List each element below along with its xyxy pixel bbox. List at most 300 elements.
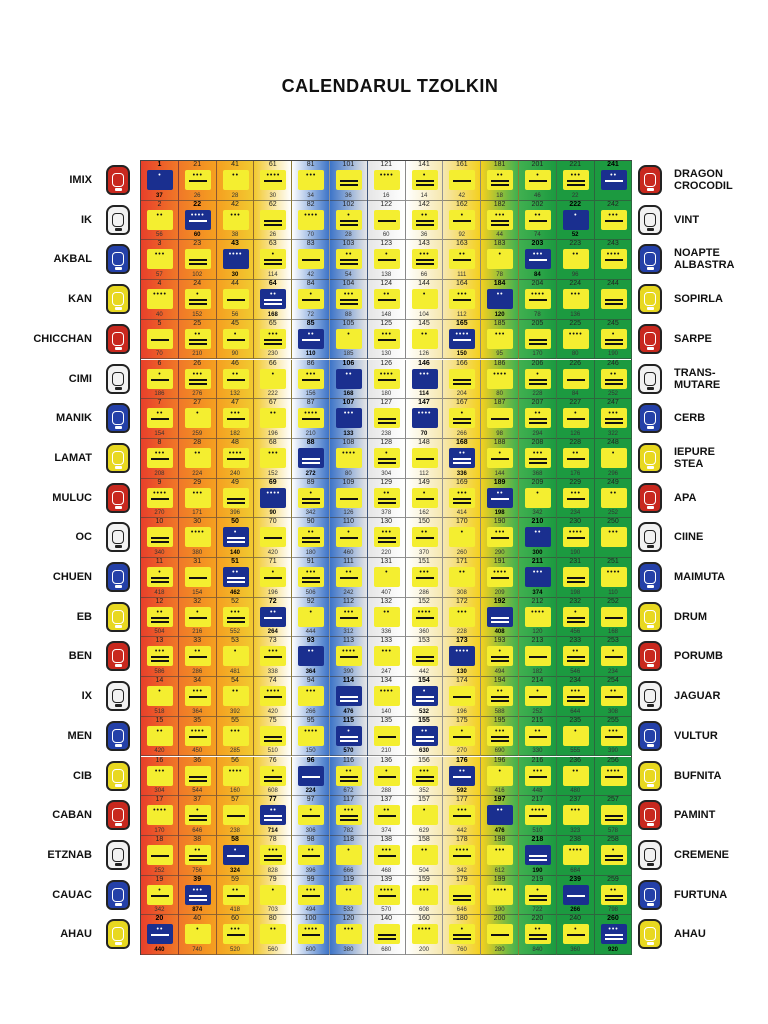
kin-number: 148 — [418, 438, 430, 446]
kin-number: 105 — [342, 319, 355, 327]
tone-glyph-icon: ••• — [185, 369, 211, 389]
tzolkin-day-cell — [141, 320, 179, 360]
tone-glyph-icon: ••• — [260, 329, 286, 349]
right-sign-label: PORUMB — [674, 650, 723, 663]
kin-number: 2 — [157, 200, 162, 208]
cell-footer-number: 252 — [607, 391, 618, 398]
tzolkin-day-cell — [254, 677, 292, 717]
tone-glyph-icon: • — [525, 488, 551, 508]
tzolkin-day-cell — [481, 439, 519, 479]
cell-footer-number: 592 — [456, 788, 467, 795]
cell-footer-number: 90 — [231, 351, 239, 358]
kin-number: 95 — [306, 716, 315, 724]
tone-glyph-icon — [260, 726, 286, 746]
kin-number: 151 — [418, 558, 430, 565]
cell-footer-number: 380 — [343, 946, 354, 953]
tone-glyph-icon: ••• — [563, 805, 589, 825]
kin-number: 87 — [306, 399, 315, 407]
tone-glyph-icon: ••• — [412, 766, 438, 786]
tone-glyph-icon: • — [336, 527, 362, 547]
maya-glyph-icon — [106, 721, 130, 751]
tone-glyph-icon: • — [449, 210, 475, 230]
tone-glyph-icon: •• — [449, 448, 475, 468]
kin-number: 18 — [155, 835, 164, 843]
tone-glyph-icon: ••• — [374, 329, 400, 349]
cell-footer-number: 111 — [457, 272, 467, 279]
tone-glyph-icon: • — [487, 646, 513, 666]
kin-number: 183 — [493, 240, 506, 248]
tone-glyph-icon — [223, 488, 249, 508]
tzolkin-grid — [140, 160, 632, 955]
cell-footer-number: 300 — [532, 549, 543, 556]
tzolkin-day-cell — [519, 836, 557, 876]
kin-number: 202 — [531, 200, 544, 208]
tzolkin-day-cell — [443, 240, 481, 280]
cell-footer-number: 110 — [608, 589, 618, 596]
tzolkin-day-cell — [481, 598, 519, 638]
kin-number: 239 — [569, 875, 582, 883]
tzolkin-day-cell — [595, 479, 633, 519]
tzolkin-day-cell — [595, 677, 633, 717]
cell-footer-number: 304 — [154, 788, 165, 795]
cell-footer-number: 546 — [570, 669, 581, 676]
tzolkin-day-cell — [330, 280, 368, 320]
left-sign-label: CHUEN — [52, 571, 92, 583]
kin-number: 211 — [531, 558, 544, 565]
cell-footer-number: 296 — [607, 470, 618, 477]
tone-glyph-icon: •••• — [185, 527, 211, 547]
tone-glyph-icon: •••• — [487, 369, 513, 389]
cell-footer-number: 740 — [192, 946, 203, 953]
tone-glyph-icon: • — [412, 170, 438, 190]
cell-footer-number: 570 — [343, 748, 354, 755]
cell-footer-number: 150 — [305, 748, 316, 755]
tzolkin-day-cell — [557, 876, 595, 916]
right-sign-label: SARPE — [674, 332, 712, 345]
tzolkin-day-cell — [141, 360, 179, 400]
tzolkin-day-cell — [179, 637, 217, 677]
tzolkin-day-cell — [141, 915, 179, 955]
tzolkin-day-cell — [368, 915, 406, 955]
kin-number: 218 — [531, 835, 544, 843]
cell-footer-number: 114 — [419, 391, 429, 398]
kin-number: 26 — [193, 359, 202, 367]
kin-number: 175 — [455, 716, 468, 724]
kin-number: 91 — [306, 558, 315, 565]
cell-footer-number: 342 — [154, 907, 165, 914]
cell-footer-number: 252 — [607, 510, 618, 517]
tzolkin-day-cell — [368, 201, 406, 241]
kin-number: 120 — [342, 915, 355, 923]
left-sign-label: MEN — [67, 729, 92, 742]
tone-glyph-icon: • — [223, 527, 249, 547]
tone-glyph-icon: • — [260, 766, 286, 786]
kin-number: 71 — [268, 558, 277, 565]
tzolkin-day-cell — [557, 717, 595, 757]
right-sign-label: CIINE — [674, 531, 704, 544]
kin-number: 214 — [531, 677, 544, 685]
tzolkin-day-cell — [406, 598, 444, 638]
right-sign-label: PAMINT — [674, 809, 716, 822]
tzolkin-day-cell — [179, 399, 217, 439]
cell-footer-number: 646 — [192, 827, 203, 834]
cell-footer-number: 476 — [494, 827, 505, 834]
cell-footer-number: 460 — [343, 549, 354, 556]
tzolkin-day-cell — [443, 598, 481, 638]
tzolkin-day-cell — [217, 637, 255, 677]
kin-number: 39 — [193, 875, 202, 883]
kin-number: 3 — [157, 240, 162, 248]
tzolkin-day-cell — [406, 240, 444, 280]
tone-glyph-icon: ••• — [185, 686, 211, 706]
tone-glyph-icon: •••• — [563, 329, 589, 349]
tzolkin-day-cell — [595, 558, 633, 598]
tone-glyph-icon: ••• — [336, 408, 362, 428]
kin-number: 228 — [569, 438, 582, 446]
tone-glyph-icon: • — [563, 924, 589, 944]
cell-footer-number: 26 — [193, 192, 201, 199]
tzolkin-day-cell — [141, 479, 179, 519]
tone-glyph-icon: •• — [185, 448, 211, 468]
cell-footer-number: 42 — [307, 272, 314, 279]
cell-footer-number: 442 — [418, 669, 429, 676]
tone-glyph-icon — [563, 885, 589, 905]
tone-glyph-icon: •• — [147, 210, 173, 230]
kin-number: 169 — [455, 478, 468, 486]
kin-number: 137 — [380, 796, 393, 804]
kin-number: 255 — [607, 716, 619, 724]
kin-number: 54 — [231, 677, 239, 685]
tzolkin-day-cell — [481, 915, 519, 955]
cell-footer-number: 442 — [456, 827, 467, 834]
kin-number: 167 — [455, 399, 468, 407]
tzolkin-day-cell — [595, 757, 633, 797]
kin-number: 256 — [607, 756, 619, 764]
tone-glyph-icon: ••• — [412, 369, 438, 389]
tone-glyph-icon — [298, 448, 324, 468]
kin-number: 11 — [155, 558, 164, 565]
cell-footer-number: 80 — [345, 470, 352, 477]
cell-footer-number: 56 — [231, 311, 239, 318]
maya-glyph-icon — [638, 364, 662, 394]
tone-glyph-icon: ••• — [563, 170, 589, 190]
kin-number: 186 — [493, 359, 506, 367]
tzolkin-day-cell — [443, 518, 481, 558]
maya-glyph-icon — [106, 483, 130, 513]
cell-footer-number: 368 — [532, 470, 543, 477]
kin-number: 58 — [231, 835, 239, 843]
tone-glyph-icon: ••• — [449, 607, 475, 627]
tone-glyph-icon — [449, 885, 475, 905]
tone-glyph-icon: •••• — [601, 766, 627, 786]
tone-glyph-icon: ••• — [223, 210, 249, 230]
kin-number: 93 — [306, 637, 315, 645]
cell-footer-number: 56 — [156, 232, 163, 239]
kin-number: 142 — [418, 200, 430, 208]
kin-number: 153 — [418, 637, 430, 645]
tone-glyph-icon: • — [374, 567, 400, 587]
tzolkin-day-cell — [519, 479, 557, 519]
cell-footer-number: 38 — [231, 232, 239, 239]
tone-glyph-icon: ••• — [147, 646, 173, 666]
cell-footer-number: 186 — [154, 391, 165, 398]
kin-number: 243 — [607, 240, 619, 248]
cell-footer-number: 168 — [343, 391, 354, 398]
kin-number: 156 — [418, 756, 430, 764]
kin-number: 125 — [380, 319, 393, 327]
right-sign-label: NOAPTE ALBASTRA — [674, 247, 735, 272]
tzolkin-day-cell — [254, 757, 292, 797]
kin-number: 144 — [418, 280, 430, 288]
tzolkin-day-cell — [292, 320, 330, 360]
cell-footer-number: 552 — [229, 629, 240, 636]
tone-glyph-icon: • — [336, 845, 362, 865]
tone-glyph-icon: •• — [298, 646, 324, 666]
right-sign-label: MAIMUTA — [674, 571, 726, 583]
kin-number: 163 — [455, 240, 468, 248]
tone-glyph-icon: • — [563, 210, 589, 230]
cell-footer-number: 37 — [156, 192, 163, 199]
kin-number: 128 — [380, 438, 393, 446]
cell-footer-number: 90 — [269, 510, 277, 517]
tone-glyph-icon: ••• — [298, 686, 324, 706]
tone-glyph-icon — [223, 289, 249, 309]
tone-glyph-icon: ••• — [449, 289, 475, 309]
tzolkin-day-cell — [330, 876, 368, 916]
cell-footer-number: 444 — [305, 629, 316, 636]
tzolkin-day-cell — [254, 915, 292, 955]
left-sign-label: AKBAL — [53, 253, 92, 266]
tzolkin-day-cell — [519, 637, 557, 677]
kin-number: 182 — [493, 200, 506, 208]
left-sign-label: KAN — [68, 293, 92, 306]
tzolkin-day-cell — [141, 558, 179, 598]
tzolkin-day-cell — [481, 518, 519, 558]
cell-footer-number: 110 — [305, 351, 316, 358]
tzolkin-day-cell — [254, 161, 292, 201]
tone-glyph-icon: • — [412, 686, 438, 706]
tzolkin-day-cell — [406, 677, 444, 717]
tone-glyph-icon: • — [374, 448, 400, 468]
cell-footer-number: 418 — [154, 589, 165, 596]
tone-glyph-icon: •• — [147, 607, 173, 627]
tone-glyph-icon: •• — [487, 488, 513, 508]
tone-glyph-icon: •• — [147, 726, 173, 746]
tzolkin-day-cell — [292, 796, 330, 836]
tone-glyph-icon: • — [601, 845, 627, 865]
right-sign-label: CREMENE — [674, 848, 730, 861]
tone-glyph-icon — [487, 607, 513, 627]
tone-glyph-icon: ••• — [147, 448, 173, 468]
cell-footer-number: 234 — [570, 510, 581, 517]
cell-footer-number: 684 — [570, 867, 581, 874]
cell-footer-number: 210 — [305, 430, 316, 437]
tone-glyph-icon — [601, 289, 627, 309]
cell-footer-number: 242 — [343, 589, 354, 596]
tzolkin-day-cell — [292, 836, 330, 876]
kin-number: 22 — [193, 200, 202, 208]
kin-number: 199 — [493, 875, 506, 883]
kin-number: 67 — [268, 399, 277, 407]
tone-glyph-icon: ••• — [601, 408, 627, 428]
tone-glyph-icon: •••• — [412, 924, 438, 944]
kin-number: 133 — [380, 637, 393, 645]
tone-glyph-icon — [147, 329, 173, 349]
maya-glyph-icon — [106, 602, 130, 632]
tzolkin-day-cell — [217, 558, 255, 598]
kin-number: 234 — [569, 677, 582, 685]
tzolkin-day-cell — [406, 915, 444, 955]
tone-glyph-icon: ••• — [525, 766, 551, 786]
kin-number: 42 — [231, 200, 239, 208]
cell-footer-number: 36 — [345, 192, 352, 199]
cell-footer-number: 252 — [532, 708, 543, 715]
cell-footer-number: 352 — [418, 788, 429, 795]
cell-footer-number: 874 — [192, 907, 203, 914]
tzolkin-day-cell — [481, 717, 519, 757]
tzolkin-day-cell — [330, 558, 368, 598]
tone-glyph-icon — [525, 845, 551, 865]
kin-number: 52 — [231, 597, 239, 605]
cell-footer-number: 220 — [381, 549, 392, 556]
cell-footer-number: 66 — [420, 272, 428, 279]
tzolkin-day-cell — [254, 796, 292, 836]
cell-footer-number: 336 — [381, 629, 392, 636]
tone-glyph-icon: ••• — [563, 488, 589, 508]
tone-glyph-icon: • — [185, 289, 211, 309]
tone-glyph-icon: •• — [525, 527, 551, 547]
kin-number: 200 — [493, 915, 506, 923]
right-sign-label: JAGUAR — [674, 690, 721, 703]
tzolkin-day-cell — [481, 876, 519, 916]
cell-footer-number: 112 — [419, 470, 429, 477]
maya-glyph-icon — [638, 562, 662, 592]
tone-glyph-icon: ••• — [525, 567, 551, 587]
tone-glyph-icon: •• — [336, 249, 362, 269]
cell-footer-number: 152 — [192, 311, 203, 318]
kin-number: 104 — [342, 280, 355, 288]
maya-glyph-icon — [106, 403, 130, 433]
tzolkin-day-cell — [254, 717, 292, 757]
maya-glyph-icon — [106, 800, 130, 830]
cell-footer-number: 270 — [154, 510, 165, 517]
cell-footer-number: 162 — [418, 510, 429, 517]
cell-footer-number: 703 — [267, 907, 278, 914]
kin-number: 57 — [231, 796, 239, 804]
kin-number: 117 — [342, 796, 354, 804]
kin-number: 38 — [193, 835, 202, 843]
tone-glyph-icon: • — [374, 249, 400, 269]
kin-number: 103 — [342, 240, 355, 248]
kin-number: 240 — [569, 915, 582, 923]
tzolkin-day-cell — [254, 240, 292, 280]
tone-glyph-icon: •• — [374, 805, 400, 825]
tone-glyph-icon: • — [298, 488, 324, 508]
tzolkin-day-cell — [595, 240, 633, 280]
tzolkin-day-cell — [519, 201, 557, 241]
kin-number: 231 — [569, 558, 582, 565]
cell-footer-number: 54 — [345, 272, 352, 279]
maya-glyph-icon — [106, 761, 130, 791]
tzolkin-day-cell — [443, 836, 481, 876]
tone-glyph-icon: ••• — [223, 924, 249, 944]
maya-glyph-icon — [638, 721, 662, 751]
tzolkin-day-cell — [330, 360, 368, 400]
cell-footer-number: 57 — [156, 272, 163, 279]
kin-number: 238 — [569, 835, 582, 843]
tzolkin-day-cell — [217, 915, 255, 955]
tzolkin-day-cell — [330, 717, 368, 757]
tzolkin-day-cell — [141, 280, 179, 320]
tzolkin-day-cell — [179, 240, 217, 280]
tzolkin-day-cell — [217, 399, 255, 439]
tzolkin-day-cell — [292, 717, 330, 757]
tzolkin-day-cell — [595, 320, 633, 360]
cell-footer-number: 760 — [456, 946, 467, 953]
kin-number: 55 — [231, 716, 239, 724]
tzolkin-day-cell — [368, 439, 406, 479]
cell-footer-number: 494 — [305, 907, 316, 914]
tone-glyph-icon: •••• — [374, 686, 400, 706]
tone-glyph-icon: •• — [260, 408, 286, 428]
kin-number: 15 — [155, 716, 164, 724]
tzolkin-day-cell — [368, 360, 406, 400]
cell-footer-number: 138 — [381, 272, 392, 279]
right-sign-label: FURTUNA — [674, 888, 728, 901]
tone-glyph-icon: • — [563, 726, 589, 746]
tone-glyph-icon: •••• — [336, 448, 362, 468]
kin-number: 146 — [418, 359, 430, 367]
cell-footer-number: 84 — [534, 272, 541, 279]
cell-footer-number: 70 — [420, 430, 428, 437]
cell-footer-number: 102 — [192, 272, 203, 279]
tzolkin-day-cell — [519, 717, 557, 757]
cell-footer-number: 126 — [418, 351, 429, 358]
left-sign-label: CHICCHAN — [33, 332, 92, 345]
tone-glyph-icon: • — [601, 329, 627, 349]
kin-number: 24 — [193, 280, 202, 288]
tzolkin-day-cell — [406, 161, 444, 201]
left-sign-label: ETZNAB — [47, 848, 92, 861]
kin-number: 135 — [380, 716, 393, 724]
cell-footer-number: 40 — [156, 311, 163, 318]
cell-footer-number: 95 — [496, 351, 503, 358]
tone-glyph-icon: •• — [147, 408, 173, 428]
tzolkin-day-cell — [443, 201, 481, 241]
tzolkin-day-cell — [443, 796, 481, 836]
tzolkin-day-cell — [406, 757, 444, 797]
tone-glyph-icon: • — [185, 408, 211, 428]
tzolkin-day-cell — [254, 637, 292, 677]
tzolkin-day-cell — [443, 717, 481, 757]
cell-footer-number: 130 — [456, 669, 467, 676]
tzolkin-day-cell — [179, 915, 217, 955]
kin-number: 40 — [193, 915, 202, 923]
tzolkin-day-cell — [481, 399, 519, 439]
tone-glyph-icon: •• — [185, 646, 211, 666]
cell-footer-number: 70 — [307, 232, 314, 239]
cell-footer-number: 680 — [381, 946, 392, 953]
kin-number: 225 — [569, 319, 582, 327]
tone-glyph-icon: •• — [223, 369, 249, 389]
cell-footer-number: 323 — [570, 827, 581, 834]
tone-glyph-icon: • — [449, 408, 475, 428]
cell-footer-number: 224 — [305, 788, 316, 795]
kin-number: 184 — [493, 280, 506, 288]
tzolkin-day-cell — [443, 399, 481, 439]
tone-glyph-icon — [601, 805, 627, 825]
tzolkin-day-cell — [217, 439, 255, 479]
